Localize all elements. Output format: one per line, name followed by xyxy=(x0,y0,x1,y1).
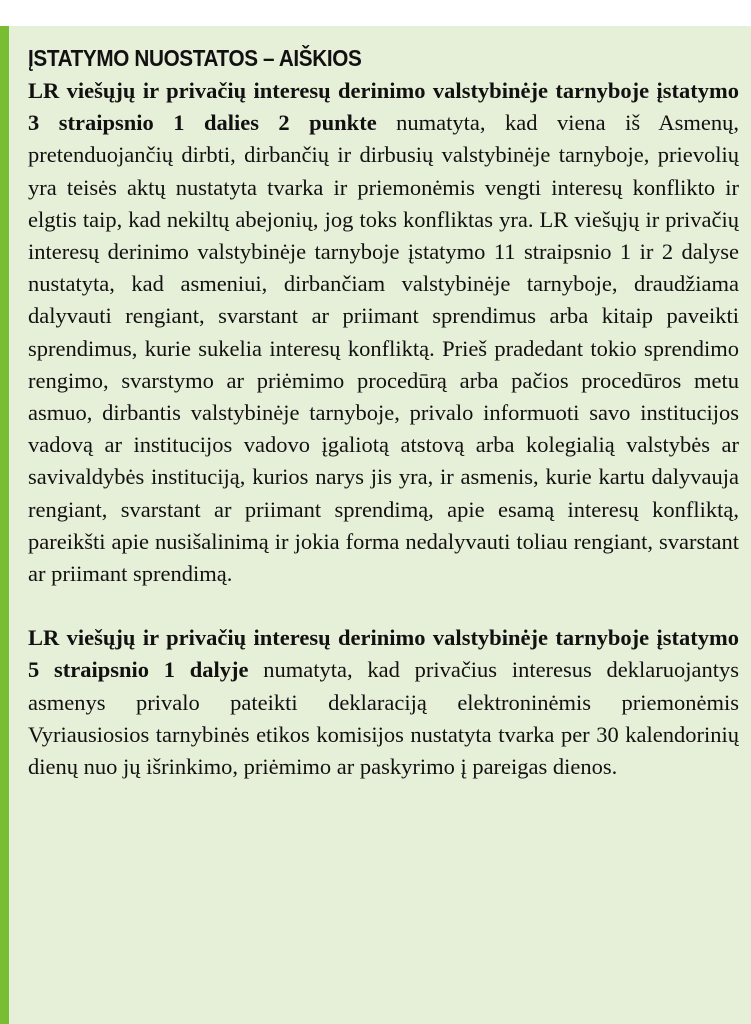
info-box-content xyxy=(28,43,739,783)
accent-bar xyxy=(0,26,9,1024)
info-box xyxy=(0,26,751,1024)
box-heading: ĮSTATYMO NUOSTATOS – AIŠKIOS xyxy=(28,45,362,71)
paragraph-2-bold: LR viešųjų ir privačių interesų derinimo valstybinėje tarnyboje įstatymo 5 straipsnio 1 dalyje xyxy=(28,625,739,683)
paragraph-1 xyxy=(28,75,739,590)
paragraph-2-text: numatyta, kad privačius interesus deklaruojantys asmenys privalo pateikti deklaraciją elektroninėmis priemonėmis Vyriausiosios tarnybinės etikos komisijos nustatyta tvarka per 30 kalendorinių dienų nuo jų išrinkimo, priėmimo ar paskyrimo į pareigas dienos. xyxy=(28,657,740,780)
paragraph-1-bold: LR viešųjų ir privačių interesų derinimo valstybinėje tarnyboje įstatymo 3 straipsnio 1 dalies 2 punkte xyxy=(28,78,739,136)
paragraph-1-text: numatyta, kad viena iš Asmenų, pretenduojančių dirbti, dirbančių ir dirbusių valstybinėje tarnyboje, prievolių yra teisės aktų nustatyta tvarka ir priemonėmis vengti interesų konflikto ir elgtis taip, kad nekiltų abejonių, jog toks konfliktas yra. LR viešųjų ir privačių interesų derinimo valstybinėje tarnyboje įstatymo 11 straipsnio 1 ir 2 dalyse nustatyta, kad asmeniui, dirbančiam valstybinėje tarnyboje, draudžiama dalyvauti rengiant, svarstant ar priimant sprendimus arba kitaip paveikti sprendimus, kurie sukelia interesų konfliktą. Prieš pradedant tokio sprendimo rengimo, svarstymo ar priėmimo procedūrą arba pačios procedūros metu asmuo, dirbantis valstybinėje tarnyboje, privalo informuoti savo institucijos vadovą ar institucijos vadovo įgaliotą atstovą arba kolegialią valstybės ar savivaldybės instituciją, kurios narys jis yra, ir asmenis, kurie kartu dalyvauja rengiant, svarstant ar priimant sprendimą, apie esamą interesų konfliktą, pareikšti apie nusišalinimą ir jokia forma nedalyvauti toliau rengiant, svarstant ar priimant sprendimą. xyxy=(28,110,740,587)
paragraph-2 xyxy=(28,622,739,783)
